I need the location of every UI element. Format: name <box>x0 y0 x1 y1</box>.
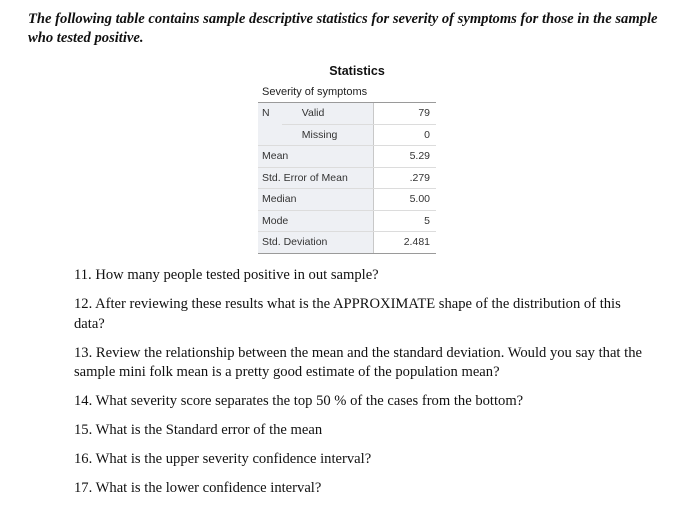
n-label-cell <box>258 124 282 146</box>
row-value: 5.29 <box>374 146 437 168</box>
row-label: Mode <box>258 210 374 232</box>
row-value: 5.00 <box>374 189 437 211</box>
table-row <box>258 210 436 232</box>
question-11: 11. How many people tested positive in out sample? <box>74 267 379 283</box>
table-row <box>258 103 436 125</box>
question-13: 13. Review the relationship between the mean and the standard deviation. Would you say that the sample mini folk mean is a pretty good estimate of the population mean? <box>74 344 642 380</box>
missing-value: 0 <box>374 124 437 146</box>
intro-text: The following table contains sample descriptive statistics for severity of symptoms for those in the sample who tested positive. <box>28 11 658 46</box>
row-label: Std. Error of Mean <box>258 167 374 189</box>
missing-label: Missing <box>282 124 374 146</box>
table-row <box>258 124 436 146</box>
valid-label: Valid <box>282 103 374 125</box>
question-16: 16. What is the upper severity confidence interval? <box>74 451 372 467</box>
statistics-title: Statistics <box>329 64 385 78</box>
row-value: .279 <box>374 167 437 189</box>
row-label: Median <box>258 189 374 211</box>
table-row <box>258 167 436 189</box>
statistics-grid <box>258 102 436 254</box>
question-17: 17. What is the lower confidence interval? <box>74 480 322 496</box>
valid-value: 79 <box>374 103 437 125</box>
table-row <box>258 189 436 211</box>
row-label: Mean <box>258 146 374 168</box>
row-value: 2.481 <box>374 232 437 254</box>
question-list <box>74 266 644 508</box>
variable-label: Severity of symptoms <box>262 86 368 98</box>
table-row <box>258 146 436 168</box>
question-14: 14. What severity score separates the top 50 % of the cases from the bottom? <box>74 393 524 409</box>
row-label: Std. Deviation <box>258 232 374 254</box>
statistics-table <box>258 60 436 254</box>
row-value: 5 <box>374 210 437 232</box>
table-row <box>258 232 436 254</box>
question-12: 12. After reviewing these results what is the APPROXIMATE shape of the distribution of this data? <box>74 296 621 332</box>
n-label: N <box>258 103 282 125</box>
question-15: 15. What is the Standard error of the mean <box>74 422 323 438</box>
